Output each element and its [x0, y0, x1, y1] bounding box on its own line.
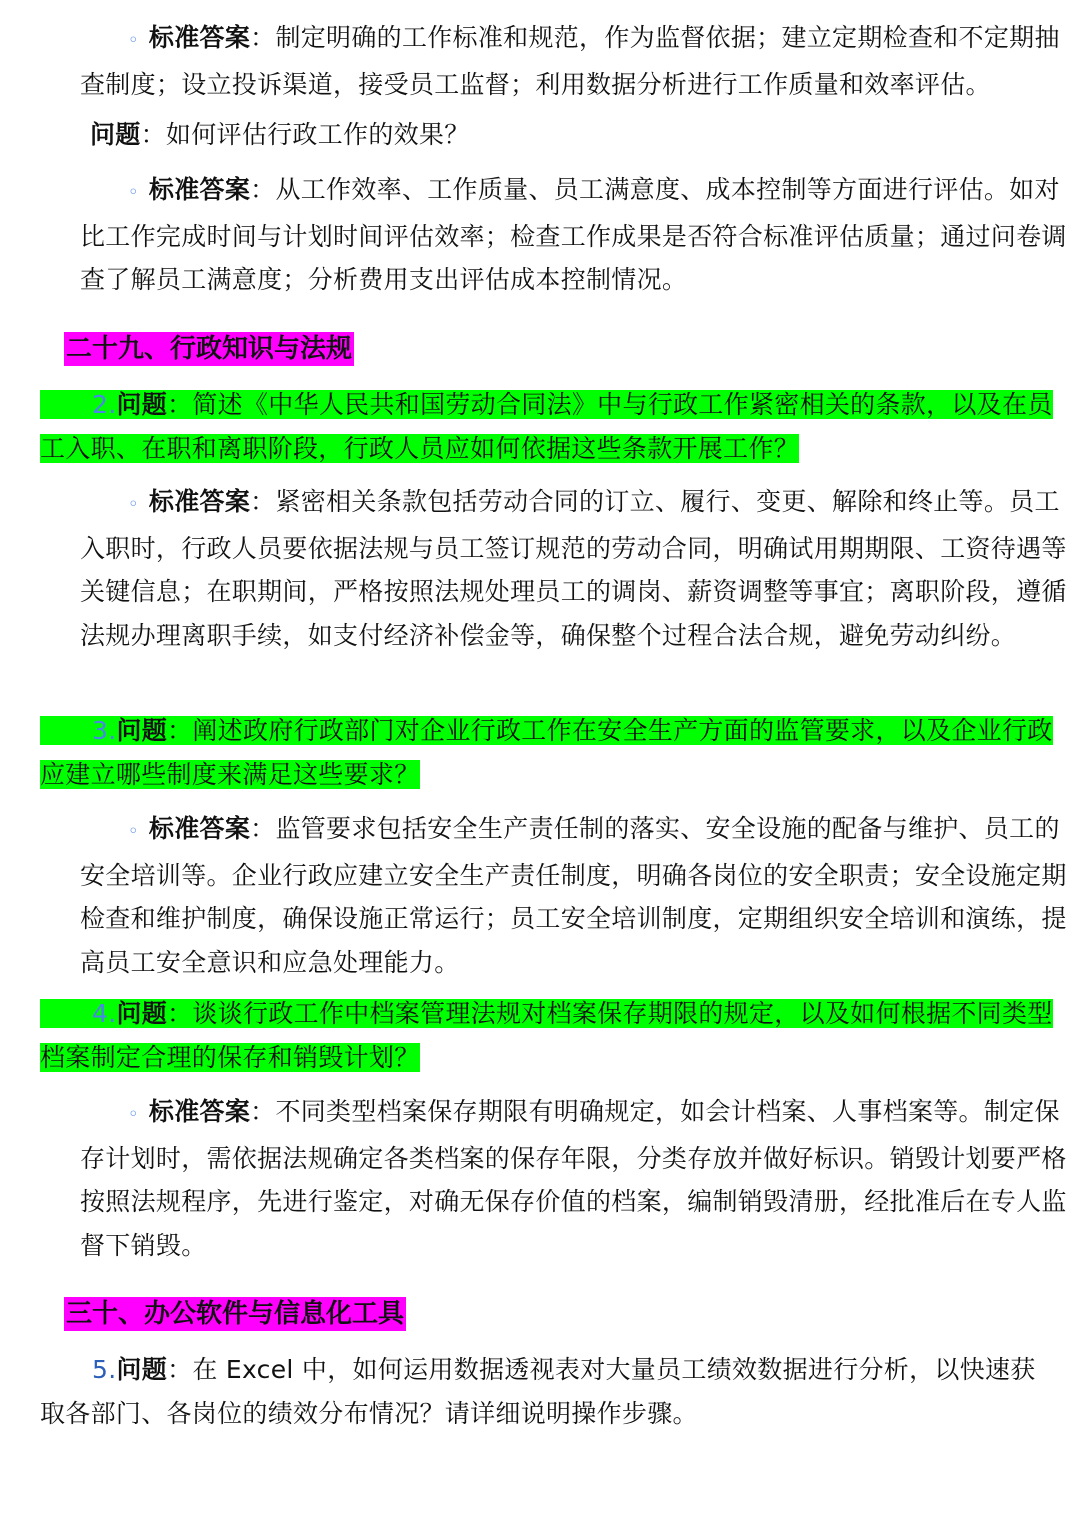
answer-label: 标准答案 [148, 23, 251, 52]
question-label: 问题 [116, 999, 168, 1028]
bullet-icon: ◦ [128, 494, 139, 515]
answer-label: 标准答案 [148, 814, 251, 843]
question-label: 问题 [116, 1355, 168, 1384]
question-paragraph: 问题：如何评估行政工作的效果？ [90, 120, 470, 149]
question-paragraph-highlighted: 2.问题：简述《中华人民共和国劳动合同法》中与行政工作紧密相关的条款，以及在员工入职、在职和离职阶段，行政人员应如何依据这些条款开展工作？ [40, 390, 1053, 463]
bullet-icon: ◦ [128, 182, 139, 203]
answer-paragraph: ◦ 标准答案：从工作效率、工作质量、员工满意度、成本控制等方面进行评估。如对比工作完成时间与计划时间评估效率；检查工作成果是否符合标准评估质量；通过问卷调查了解员工满意度；分析费用支出评估成本控制情况。 [80, 175, 1067, 294]
answer-paragraph: ◦ 标准答案：监管要求包括安全生产责任制的落实、安全设施的配备与维护、员工的安全培训等。企业行政应建立安全生产责任制度，明确各岗位的安全职责；安全设施定期检查和维护制度，确保设施正常运行；员工安全培训制度，定期组织安全培训和演练，提高员工安全意识和应急处理能力。 [80, 814, 1067, 977]
question-paragraph: 5.问题：在 Excel 中，如何运用数据透视表对大量员工绩效数据进行分析，以快速获取各部门、各岗位的绩效分布情况？请详细说明操作步骤。 [40, 1355, 1036, 1428]
answer-text: 不同类型档案保存期限有明确规定，如会计档案、人事档案等。制定保存计划时，需依据法规确定各类档案的保存年限，分类存放并做好标识。销毁计划要严格按照法规程序，先进行鉴定，对确无保存价值的档案，编制销毁清册，经批准后在专人监督下销毁。 [80, 1097, 1067, 1260]
question-text: 简述《中华人民共和国劳动合同法》中与行政工作紧密相关的条款，以及在员工入职、在职和离职阶段，行政人员应如何依据这些条款开展工作？ [40, 390, 1053, 463]
question-label: 问题 [116, 716, 168, 745]
question-text: 阐述政府行政部门对企业行政工作在安全生产方面的监管要求，以及企业行政应建立哪些制度来满足这些要求？ [40, 716, 1053, 789]
question-label: 问题 [90, 120, 141, 149]
answer-paragraph: ◦ 标准答案：制定明确的工作标准和规范，作为监督依据；建立定期检查和不定期抽查制度；设立投诉渠道，接受员工监督；利用数据分析进行工作质量和效率评估。 [80, 23, 1060, 99]
section-heading [64, 1292, 406, 1336]
answer-text: 紧密相关条款包括劳动合同的订立、履行、变更、解除和终止等。员工入职时，行政人员要依据法规与员工签订规范的劳动合同，明确试用期期限、工资待遇等关键信息；在职期间，严格按照法规处理员工的调岗、薪资调整等事宜；离职阶段，遵循法规办理离职手续，如支付经济补偿金等，确保整个过程合法合规，避免劳动纠纷。 [80, 487, 1067, 650]
question-number: 3. [92, 716, 117, 745]
question-number: 4. [92, 999, 117, 1028]
question-text: 谈谈行政工作中档案管理法规对档案保存期限的规定，以及如何根据不同类型档案制定合理的保存和销毁计划？ [40, 999, 1053, 1072]
question-text: 如何评估行政工作的效果？ [165, 120, 470, 149]
question-paragraph-highlighted: 3.问题：阐述政府行政部门对企业行政工作在安全生产方面的监管要求，以及企业行政应建立哪些制度来满足这些要求？ [40, 716, 1053, 789]
question-number: 2. [92, 390, 117, 419]
section-heading [64, 327, 354, 371]
answer-text: 监管要求包括安全生产责任制的落实、安全设施的配备与维护、员工的安全培训等。企业行政应建立安全生产责任制度，明确各岗位的安全职责；安全设施定期检查和维护制度，确保设施正常运行；员工安全培训制度，定期组织安全培训和演练，提高员工安全意识和应急处理能力。 [80, 814, 1067, 977]
answer-label: 标准答案 [148, 487, 251, 516]
answer-label: 标准答案 [148, 175, 251, 204]
answer-text: 制定明确的工作标准和规范，作为监督依据；建立定期检查和不定期抽查制度；设立投诉渠道，接受员工监督；利用数据分析进行工作质量和效率评估。 [80, 23, 1060, 99]
question-text: 在 Excel 中，如何运用数据透视表对大量员工绩效数据进行分析，以快速获取各部门、各岗位的绩效分布情况？请详细说明操作步骤。 [40, 1355, 1036, 1428]
answer-text: 从工作效率、工作质量、员工满意度、成本控制等方面进行评估。如对比工作完成时间与计划时间评估效率；检查工作成果是否符合标准评估质量；通过问卷调查了解员工满意度；分析费用支出评估成本控制情况。 [80, 175, 1067, 294]
section-heading-text: 三十、办公软件与信息化工具 [66, 1299, 405, 1329]
question-label: 问题 [116, 390, 168, 419]
section-heading-text: 二十九、行政知识与法规 [66, 334, 353, 364]
answer-paragraph: ◦ 标准答案：紧密相关条款包括劳动合同的订立、履行、变更、解除和终止等。员工入职时，行政人员要依据法规与员工签订规范的劳动合同，明确试用期期限、工资待遇等关键信息；在职期间，严格按照法规处理员工的调岗、薪资调整等事宜；离职阶段，遵循法规办理离职手续，如支付经济补偿金等，确保整个过程合法合规，避免劳动纠纷。 [80, 487, 1067, 650]
bullet-icon: ◦ [128, 30, 139, 51]
answer-paragraph: ◦ 标准答案：不同类型档案保存期限有明确规定，如会计档案、人事档案等。制定保存计划时，需依据法规确定各类档案的保存年限，分类存放并做好标识。销毁计划要严格按照法规程序，先进行鉴定，对确无保存价值的档案，编制销毁清册，经批准后在专人监督下销毁。 [80, 1097, 1067, 1260]
answer-label: 标准答案 [148, 1097, 251, 1126]
bullet-icon: ◦ [128, 1104, 139, 1125]
question-paragraph-highlighted: 4.问题：谈谈行政工作中档案管理法规对档案保存期限的规定，以及如何根据不同类型档案制定合理的保存和销毁计划？ [40, 999, 1053, 1072]
bullet-icon: ◦ [128, 821, 139, 842]
question-number: 5. [92, 1355, 117, 1384]
